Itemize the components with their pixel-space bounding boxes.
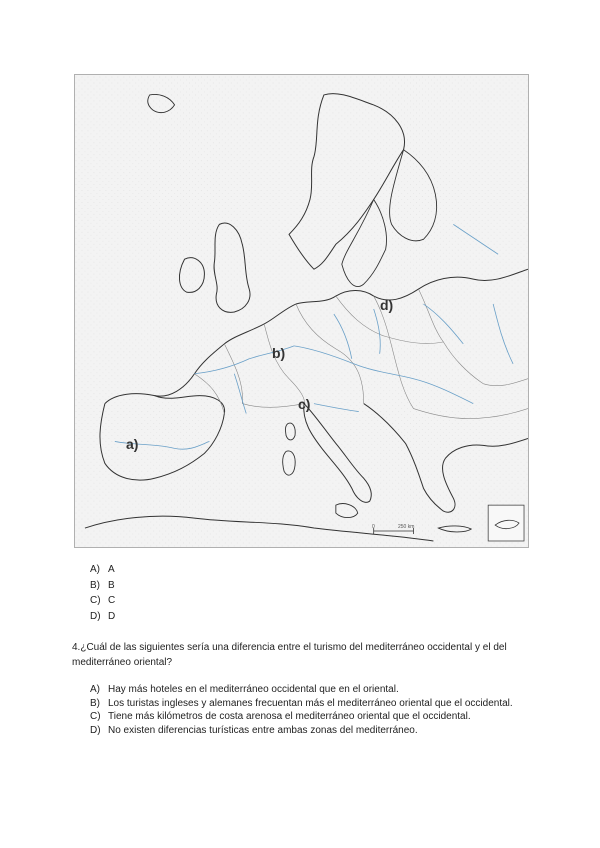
europe-map <box>74 74 529 548</box>
option-c[interactable] <box>90 593 115 609</box>
answer-letter: A) <box>90 684 100 695</box>
option-text: D <box>108 610 116 622</box>
answer-letter: D) <box>90 724 101 736</box>
map-label-b: b) <box>272 345 286 361</box>
question-4-answers <box>90 683 530 737</box>
answer-letter: B) <box>90 697 100 709</box>
option-b[interactable] <box>90 578 115 594</box>
europe-map-drawing <box>75 75 528 547</box>
answer-text: Los turistas ingleses y alemanes frecuentan más el mediterráneo oriental que el occidental. <box>108 697 513 709</box>
scale-distance: 250 km <box>398 524 415 530</box>
option-a[interactable] <box>90 562 115 578</box>
answer-b[interactable] <box>90 697 530 711</box>
map-label-c: c) <box>298 396 311 412</box>
answer-text: No existen diferencias turísticas entre ambas zonas del mediterráneo. <box>108 724 418 736</box>
map-answer-options <box>90 562 115 624</box>
option-letter: D) <box>90 610 101 622</box>
answer-text: Tiene más kilómetros de costa arenosa el mediterráneo oriental que el occidental. <box>108 711 471 722</box>
map-label-d: d) <box>380 297 394 313</box>
question-4-text: 4.¿Cuál de las siguientes sería una diferencia entre el turismo del mediterráneo occidental y el del mediterráneo oriental? <box>72 642 507 668</box>
option-letter: A) <box>90 564 100 575</box>
answer-c[interactable] <box>90 710 530 724</box>
option-letter: B) <box>90 579 100 591</box>
option-text: C <box>108 595 116 606</box>
map-label-a: a) <box>126 436 139 452</box>
answer-d[interactable] <box>90 724 530 738</box>
option-text: B <box>108 579 115 591</box>
option-letter: C) <box>90 595 101 606</box>
scale-zero: 0 <box>372 524 375 530</box>
answer-a[interactable] <box>90 683 530 697</box>
option-text: A <box>108 564 115 575</box>
answer-text: Hay más hoteles en el mediterráneo occidental que en el oriental. <box>108 684 399 695</box>
answer-letter: C) <box>90 711 101 722</box>
option-d[interactable] <box>90 609 115 625</box>
